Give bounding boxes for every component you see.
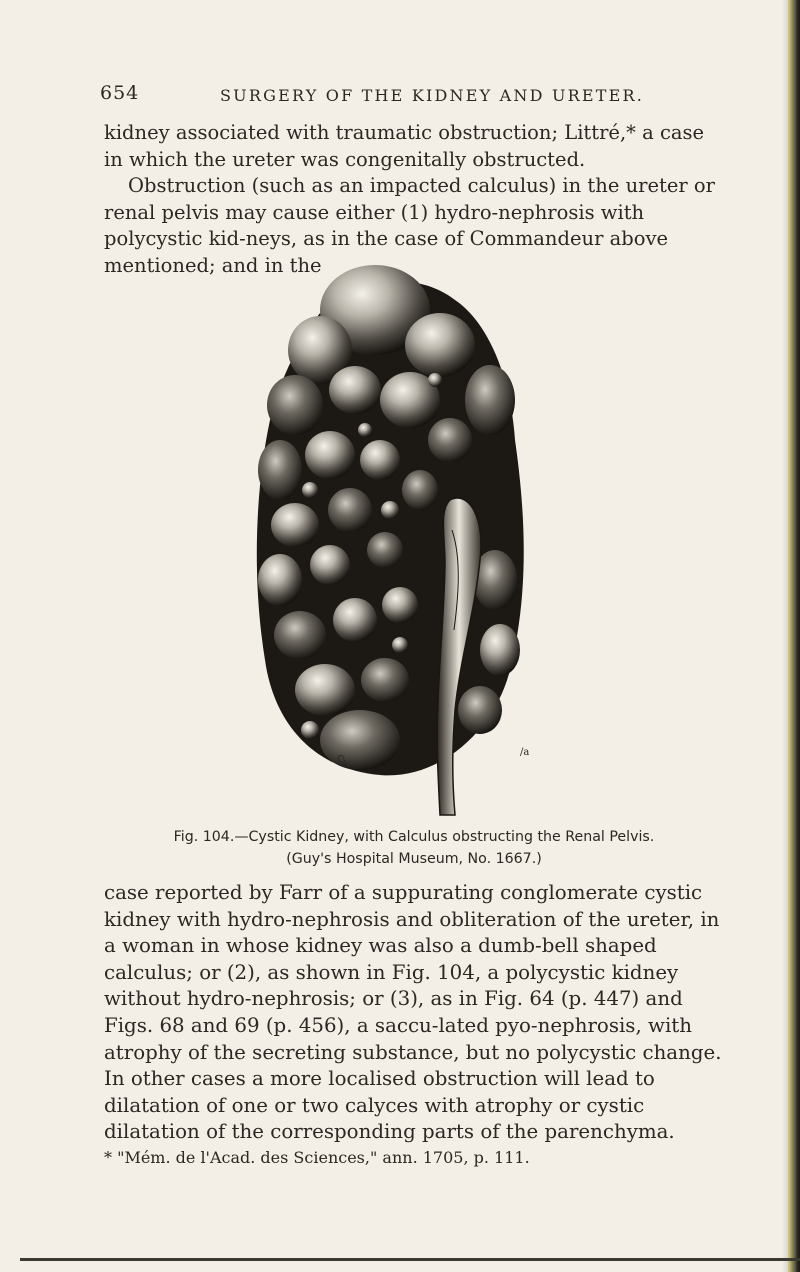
page-header (100, 82, 740, 112)
running-head: SURGERY OF THE KIDNEY AND URETER. (220, 86, 645, 105)
paragraph-1: kidney associated with traumatic obstruction; Littré,* a case in which the ureter was congenitally obstructed. (104, 121, 705, 171)
page-number: 654 (100, 82, 140, 104)
page-bottom-edge (20, 1258, 800, 1261)
page-edge-shadow (782, 0, 800, 1272)
paragraph-3: case reported by Farr of a suppurating conglomerate cystic kidney with hydro-nephrosis and obliteration of the ureter, in a woman in whose kidney was also a dumb-bell shaped calculus; or (2), as shown in Fig. 104, a polycystic kidney without hydro-nephrosis; or (3), as in Fig. 64 (p. 447) and Figs. 68 and 69 (p. 456), a saccu-lated pyo-nephrosis, with atrophy of the secreting substance, but no polycystic change. In other cases a more localised obstruction will lead to dilatation of one or two calyces with atrophy or cystic dilatation of the corresponding parts of the parenchyma. (104, 881, 722, 1144)
cystic-kidney-illustration (240, 260, 560, 820)
footnote: * "Mém. de l'Acad. des Sciences," ann. 1705, p. 111. (104, 1148, 530, 1167)
figure-caption (104, 826, 724, 870)
svg-text:/a: /a (520, 747, 530, 758)
caption-line-2: (Guy's Hospital Museum, No. 1667.) (286, 851, 542, 867)
top-text-block (104, 120, 724, 279)
svg-text:Ca: Ca (333, 753, 350, 769)
bottom-text-block (104, 880, 724, 1146)
caption-line-1: Fig. 104.—Cystic Kidney, with Calculus obstructing the Renal Pelvis. (173, 829, 655, 845)
paragraph-2: Obstruction (such as an impacted calculus) in the ureter or renal pelvis may cause either (1) hydro-nephrosis with polycystic kid-neys, as in the case of Commandeur above mentioned; and in the (104, 174, 715, 277)
